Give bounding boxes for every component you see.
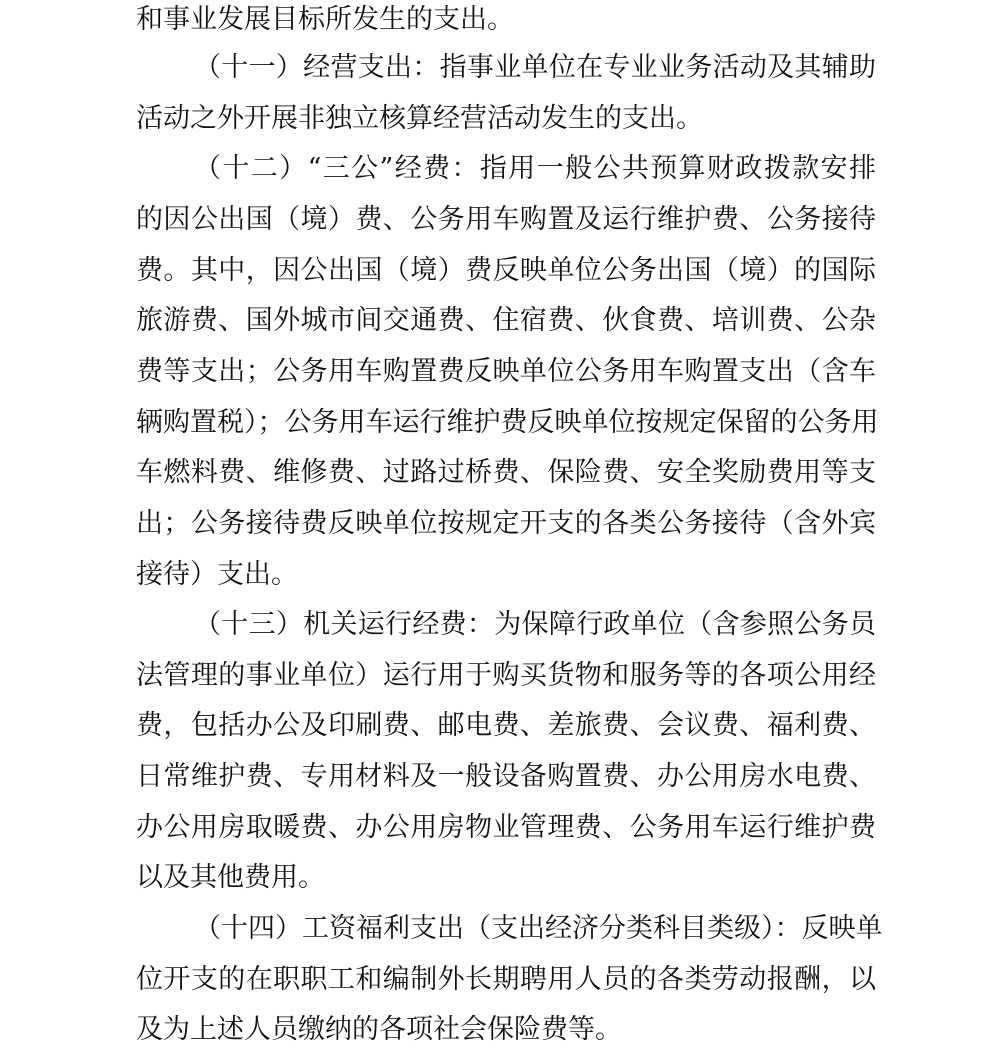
text-line: 辆购置税）；公务用车运行维护费反映单位按规定保留的公务用 <box>136 407 879 438</box>
text-line: 办公用房取暖费、办公用房物业管理费、公务用车运行维护费 <box>136 812 876 843</box>
section-heading-line: （十四）工资福利支出（支出经济分类科目类级）：反映单 <box>194 913 883 944</box>
text-line: 的因公出国（境）费、公务用车购置及运行维护费、公务接待 <box>136 204 876 235</box>
text-line: 位开支的在职职工和编制外长期聘用人员的各类劳动报酬，以 <box>136 964 876 995</box>
text-line: 费，包括办公及印刷费、邮电费、差旅费、会议费、福利费、 <box>136 710 876 741</box>
text-line: 活动之外开展非独立核算经营活动发生的支出。 <box>136 103 703 134</box>
text-line: 费等支出；公务用车购置费反映单位公务用车购置支出（含车 <box>136 356 876 387</box>
text-line: 和事业发展目标所发生的支出。 <box>136 4 514 35</box>
text-line: 以及其他费用。 <box>136 862 325 893</box>
text-line: 接待）支出。 <box>136 559 298 590</box>
text-line: 车燃料费、维修费、过路过桥费、保险费、安全奖励费用等支 <box>136 457 876 488</box>
text-line: 法管理的事业单位）运行用于购买货物和服务等的各项公用经 <box>136 660 876 691</box>
section-heading-line: （十一）经营支出：指事业单位在专业业务活动及其辅助 <box>194 52 876 83</box>
text-line: 日常维护费、专用材料及一般设备购置费、办公用房水电费、 <box>136 761 876 792</box>
section-heading-line: （十二）“三公”经费：指用一般公共预算财政拨款安排 <box>194 153 876 184</box>
text-line: 费。其中，因公出国（境）费反映单位公务出国（境）的国际 <box>136 255 876 286</box>
section-heading-line: （十三）机关运行经费：为保障行政单位（含参照公务员 <box>194 609 876 640</box>
text-line: 旅游费、国外城市间交通费、住宿费、伙食费、培训费、公杂 <box>136 305 876 336</box>
text-line: 及为上述人员缴纳的各项社会保险费等。 <box>136 1014 622 1045</box>
text-line: 出；公务接待费反映单位按规定开支的各类公务接待（含外宾 <box>136 508 876 539</box>
